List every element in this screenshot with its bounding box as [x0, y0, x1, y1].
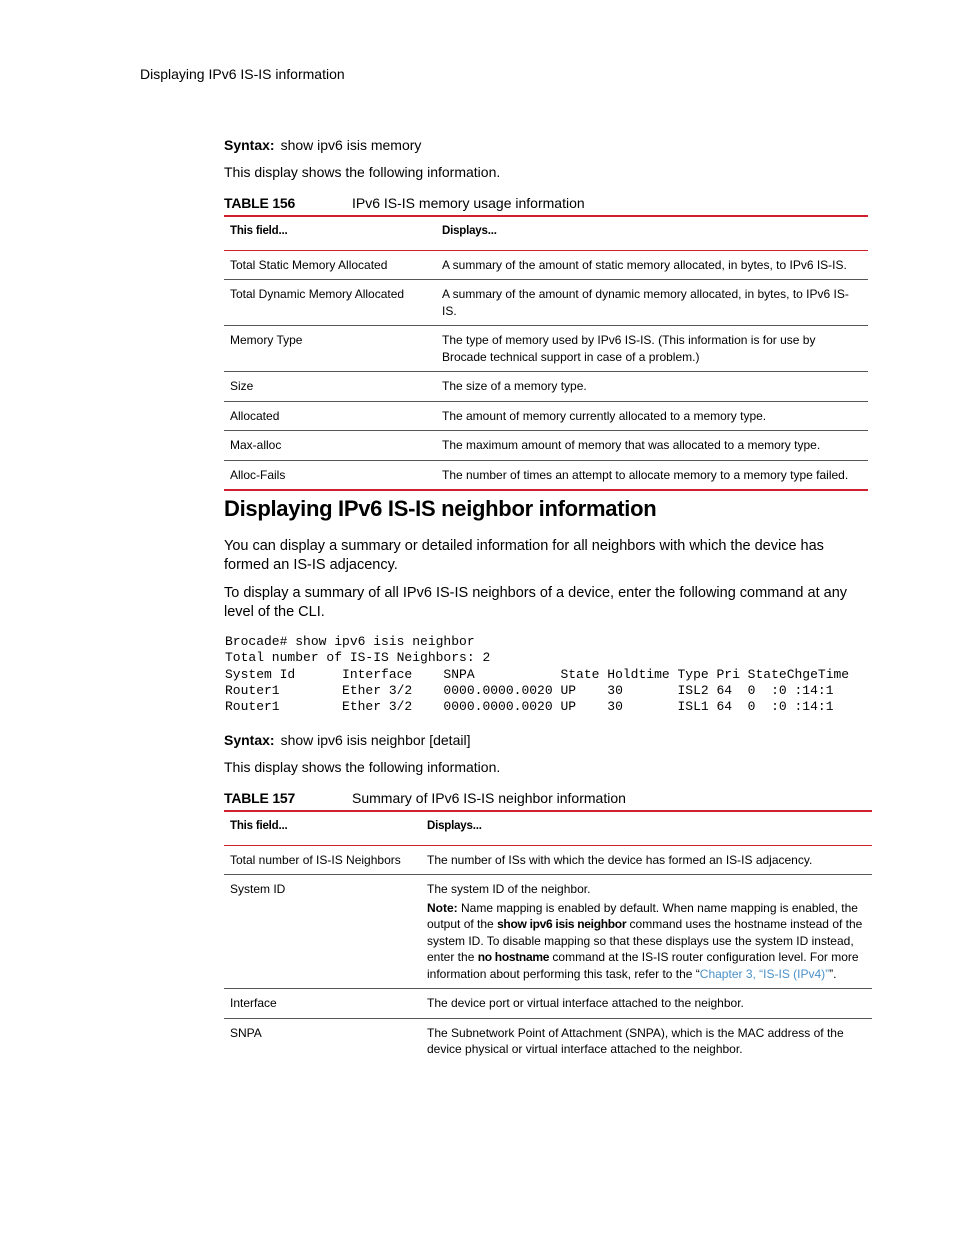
table-cell-field: Size: [230, 379, 254, 393]
table-cell-desc: The amount of memory currently allocated to a memory type.: [442, 408, 767, 423]
intro-text-2: This display shows the following information.: [224, 759, 501, 775]
table-cell-desc: The size of a memory type.: [442, 379, 587, 393]
table-header-displays: Displays...: [442, 225, 497, 237]
table-cell-field: Total number of IS-IS Neighbors: [230, 852, 401, 867]
table-cell-desc: The number of times an attempt to allocate memory to a memory type failed.: [442, 467, 849, 482]
syntax-label: Syntax:: [224, 137, 275, 153]
note-command: no hostname: [477, 950, 550, 964]
table-row: [224, 460, 868, 490]
table-cell-desc: [421, 875, 872, 989]
table-cell-desc: The type of memory used by IPv6 IS-IS. (This information is for use by Brocade technical support in case of a problem.): [442, 333, 816, 364]
table-cell-desc: The device port or virtual interface attached to the neighbor.: [427, 996, 744, 1010]
table-157: [224, 810, 872, 1064]
note-command: show ipv6 isis neighbor: [497, 917, 627, 931]
table-row: [224, 372, 868, 402]
section-paragraph-2: To display a summary of all IPv6 IS-IS neighbors of a device, enter the following command at any level of the CLI.: [224, 585, 848, 620]
syntax-memory: [224, 137, 421, 153]
table-cell-field: Allocated: [230, 408, 280, 423]
table-cell-field: SNPA: [230, 1025, 262, 1040]
table-cell-field: Memory Type: [230, 333, 303, 347]
table-cell-desc: A summary of the amount of static memory allocated, in bytes, to IPv6 IS-IS.: [442, 257, 847, 272]
table-156-number: TABLE 156: [224, 195, 296, 211]
table-157-number: TABLE 157: [224, 790, 296, 806]
syntax-label: Syntax:: [224, 732, 275, 748]
table-row: [224, 431, 868, 461]
table-156: [224, 215, 868, 491]
syntax-neighbor: [224, 732, 470, 748]
intro-text-1: This display shows the following information.: [224, 164, 501, 180]
table-header-field: This field...: [230, 225, 288, 237]
table-header-row: [224, 811, 872, 845]
table-row: [224, 250, 868, 280]
note: [427, 900, 866, 983]
table-row: [224, 326, 868, 372]
table-cell-field: Total Static Memory Allocated: [230, 257, 388, 272]
note-text: command uses the hostname instead of the system ID. To disable mapping so that these displays use the system ID instead, enter the: [427, 917, 863, 964]
chapter-3-link[interactable]: Chapter 3, “IS-IS (IPv4)”: [699, 966, 830, 981]
table-156-caption: [224, 195, 585, 211]
table-row: [224, 875, 872, 989]
table-cell-desc: A summary of the amount of dynamic memory allocated, in bytes, to IPv6 IS-IS.: [442, 287, 849, 318]
syntax-command: show ipv6 isis neighbor [detail]: [280, 732, 471, 748]
syntax-command: show ipv6 isis memory: [280, 137, 422, 153]
cli-output: Brocade# show ipv6 isis neighbor Total number of IS-IS Neighbors: 2 System Id Interface SNPA State Holdtime Type Pri StateChgeTime Router1 Ether 3/2 0000.0000.0020 UP 30 ISL2 64 0 :0 :14:1 Router1 Ether 3/2 0000.0000.0020 UP 30 ISL1 64 0 :0 :14:1: [225, 634, 850, 715]
note-text: Name mapping is enabled by default. When name mapping is enabled, the output of the: [427, 900, 858, 931]
section-heading: Displaying IPv6 IS-IS neighbor information: [224, 496, 657, 521]
table-cell-desc: The number of ISs with which the device has formed an IS-IS adjacency.: [427, 852, 813, 867]
note-text: command at the IS-IS router configuration level. For more information about performing this task, refer to the “: [427, 950, 859, 981]
table-157-title: Summary of IPv6 IS-IS neighbor information: [352, 790, 626, 806]
table-157-caption: [224, 790, 626, 806]
note-text: ”.: [829, 966, 837, 981]
table-cell-field: Interface: [230, 996, 277, 1010]
table-cell-field: Alloc-Fails: [230, 467, 286, 482]
table-cell-desc: The Subnetwork Point of Attachment (SNPA), which is the MAC address of the device physical or virtual interface attached to the neighbor.: [427, 1025, 844, 1056]
note-label: Note:: [427, 900, 458, 915]
table-row: [224, 280, 868, 326]
table-row: [224, 989, 872, 1019]
table-row: [224, 1018, 872, 1064]
table-cell-desc: The maximum amount of memory that was allocated to a memory type.: [442, 438, 821, 452]
table-156-title: IPv6 IS-IS memory usage information: [352, 195, 585, 211]
table-cell-field: Total Dynamic Memory Allocated: [230, 287, 405, 301]
table-header-field: This field...: [230, 820, 288, 832]
table-cell-desc-text: The system ID of the neighbor.: [427, 882, 591, 896]
table-row: [224, 845, 872, 875]
table-header-displays: Displays...: [427, 820, 482, 832]
table-cell-field: Max-alloc: [230, 438, 282, 452]
section-paragraph-1: You can display a summary or detailed information for all neighbors with which the device has formed an IS-IS adjacency.: [224, 538, 824, 573]
table-row: [224, 401, 868, 431]
table-header-row: [224, 216, 868, 250]
table-cell-field: System ID: [230, 882, 286, 896]
running-head: Displaying IPv6 IS-IS information: [140, 66, 345, 82]
